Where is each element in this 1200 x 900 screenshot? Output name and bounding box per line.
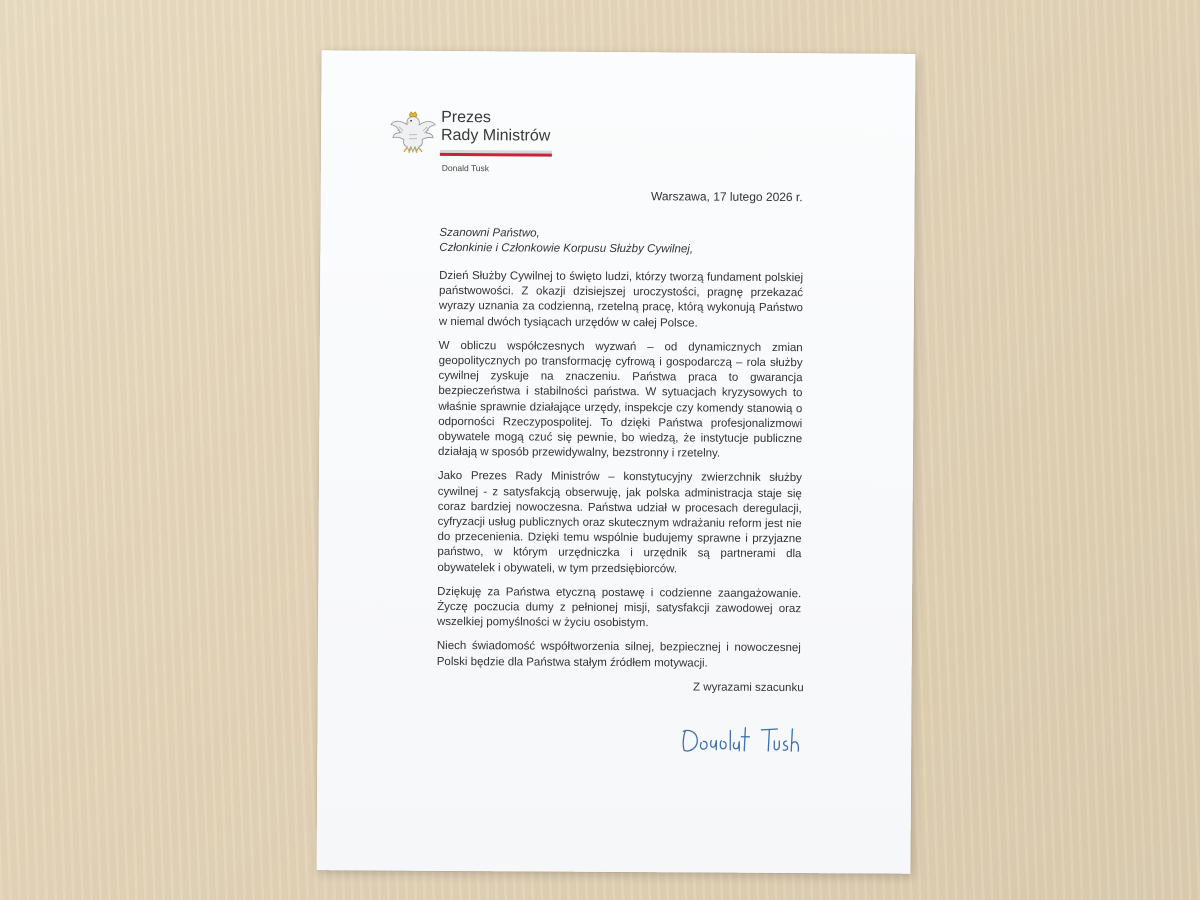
salutation-line1: Szanowni Państwo, — [439, 226, 540, 240]
body-paragraph-3: Jako Prezes Rady Ministrów – konstytucyjny zwierzchnik służby cywilnej - z satysfakcją obserwuję, jak polska administracja staje się coraz bardziej nowoczesna. Państwa udział w procesach deregulacji, cyfryzacji usług publicznych oraz skutecznym wdrażaniu reform jest nie do przecenienia. Dzięki temu wspólnie budujemy sprawne i przyjazne państwo, w którym urzędniczka i urzędnik są partnerami dla obywatelek i obywateli, w tym przedsiębiorców. — [437, 470, 802, 576]
flag-stripe — [440, 150, 552, 157]
letter-sheet — [317, 50, 916, 874]
handwritten-signature — [679, 722, 809, 759]
prime-minister-name: Donald Tusk — [441, 162, 490, 174]
letter-body — [437, 269, 803, 681]
body-paragraph-1: Dzień Służby Cywilnej to święto ludzi, którzy tworzą fundament polskiej państwowości. Z okazji dzisiejszej uroczystości, pragnę przekazać wyrazy uznania za codzienną, rzetelną pracę, którą wykonują Państwo w niemal dwóch tysiącach urzędów w całej Polsce. — [438, 269, 804, 330]
white-eagle-emblem-icon — [387, 107, 439, 159]
office-title-line2: Rady Ministrów — [440, 126, 551, 145]
body-paragraph-5: Niech świadomość współtworzenia silnej, bezpiecznej i nowoczesnej Polski będzie dla Państwa stałym źródłem motywacji. — [436, 640, 801, 670]
salutation-line2: Członkinie i Członkowie Korpusu Służby Cywilnej, — [439, 241, 694, 256]
letter-date: Warszawa, 17 lutego 2026 r. — [650, 189, 803, 205]
body-paragraph-2: W obliczu współczesnych wyzwań – od dynamicznych zmian geopolitycznych po transformację cyfrową i gospodarczą – rola służby cywilnej zyskuje na znaczeniu. Państwa praca to gwarancja bezpieczeństwa i stabilności państwa. W sytuacjach kryzysowych to właśnie sprawnie działające urzędy, inspekcje czy komendy stanowią o odporności Rzeczypospolitej. To dzięki Państwa profesjonalizmowi obywatele mogą czuć się pewnie, bo wiedzą, że instytucje publiczne działają w sposób przewidywalny, bezstronny i rzetelny. — [438, 339, 803, 460]
body-paragraph-4: Dziękuję za Państwa etyczną postawę i codzienne zaangażowanie. Życzę poczucia dumy z pełnionej misji, satysfakcji zawodowej oraz wszelkiej pomyślności w życiu osobistym. — [436, 585, 802, 630]
office-title-line1: Prezes — [441, 108, 491, 127]
salutation — [439, 226, 693, 258]
closing-phrase: Z wyrazami szacunku — [693, 681, 804, 695]
office-title — [441, 109, 551, 146]
